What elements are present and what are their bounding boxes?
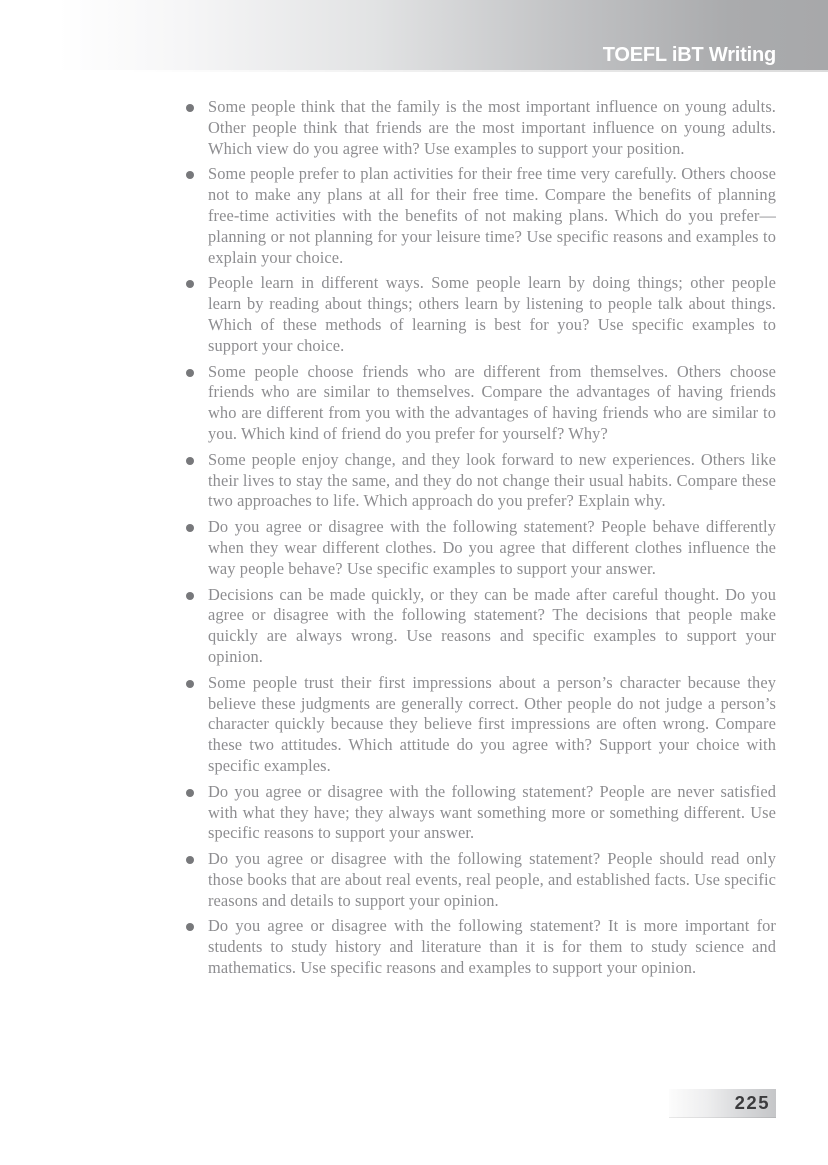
prompt-item [186,450,776,512]
header-banner [0,0,828,70]
prompt-text: Some people choose friends who are different from themselves. Others choose friends who are similar to themselves. Compare the advantages of having friends who are different from you with the advantages of having friends who are similar to you. Which kind of friend do you prefer for yourself? Why? [208,361,776,443]
prompt-item [186,273,776,356]
bullet-icon [186,369,194,377]
prompt-item [186,585,776,668]
prompt-item [186,517,776,579]
bullet-icon [186,923,194,931]
prompt-text: Do you agree or disagree with the following statement? It is more important for students to study history and literature than it is for them to study science and mathematics. Use specific reasons and examples to support your opinion. [208,916,776,978]
bullet-icon [186,457,194,465]
prompt-text: Some people prefer to plan activities for their free time very carefully. Others choose not to make any plans at all for their free time. Compare the benefits of planning free-time activities with the benefits of not making plans. Which do you prefer—planning or not planning for your leisure time? Use specific reasons and examples to explain your choice. [208,164,776,267]
prompt-list [186,97,776,984]
prompt-text: Some people enjoy change, and they look forward to new experiences. Others like their lives to stay the same, and they do not change their usual habits. Compare these two approaches to life. Which approach do you prefer? Explain why. [208,449,776,511]
page-number-tab [669,1089,776,1118]
prompt-text: Decisions can be made quickly, or they can be made after careful thought. Do you agree or disagree with the following statement? The decisions that people make quickly are always wrong. Use reasons and specific examples to support your opinion. [208,584,776,666]
prompt-item [186,782,776,844]
bullet-icon [186,856,194,864]
prompt-item [186,362,776,445]
header-title: TOEFL iBT Writing [602,44,776,66]
prompt-text: Some people think that the family is the most important influence on young adults. Other people think that friends are the most important influence on young adults. Which view do you agree with? Use examples to support your position. [208,97,776,158]
prompt-text: Do you agree or disagree with the following statement? People should read only those books that are about real events, real people, and established facts. Use specific reasons and details to support your opinion. [208,849,776,910]
prompt-item [186,97,776,159]
bullet-icon [186,171,194,179]
bullet-icon [186,524,194,532]
bullet-icon [186,592,194,600]
bullet-icon [186,280,194,288]
prompt-text: People learn in different ways. Some people learn by doing things; other people learn by reading about things; others learn by listening to people talk about things. Which of these methods of learning is best for you? Use specific examples to support your choice. [208,273,776,355]
prompt-text: Some people trust their first impressions about a person’s character because they believe these judgments are generally correct. Other people do not judge a person’s character quickly because they believe first impressions are often wrong. Compare these two attitudes. Which attitude do you agree with? Support your choice with specific examples. [208,672,776,775]
page-number: 225 [734,1092,770,1113]
prompt-text: Do you agree or disagree with the following statement? People behave differently when they wear different clothes. Do you agree that different clothes influence the way people behave? Use specific examples to support your answer. [208,517,776,578]
prompt-text: Do you agree or disagree with the following statement? People are never satisfied with what they have; they always want something more or something different. Use specific reasons to support your answer. [208,781,776,843]
bullet-icon [186,789,194,797]
bullet-icon [186,104,194,112]
bullet-icon [186,680,194,688]
prompt-item [186,164,776,268]
prompt-item [186,849,776,911]
prompt-item [186,916,776,978]
prompt-item [186,673,776,777]
